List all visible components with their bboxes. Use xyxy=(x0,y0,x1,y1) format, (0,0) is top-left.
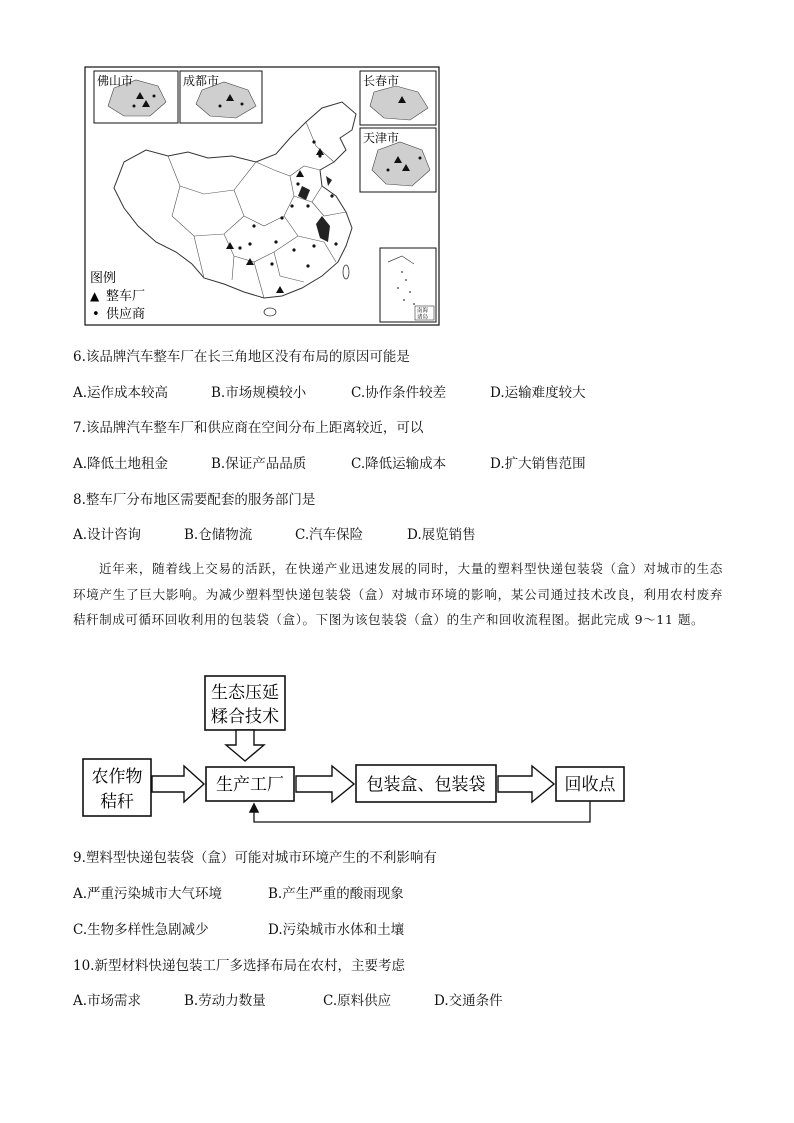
option-10a[interactable]: A.市场需求 xyxy=(73,993,142,1009)
inset-label-foshan: 佛山市 xyxy=(97,74,134,88)
option-9c[interactable]: C.生物多样性急剧减少 xyxy=(73,922,209,938)
south-sea-label-line1: 南海 xyxy=(417,308,429,314)
option-6d[interactable]: D.运输难度较大 xyxy=(490,385,586,401)
option-6b[interactable]: B.市场规模较小 xyxy=(211,385,307,401)
inset-foshan xyxy=(94,71,178,123)
option-9a[interactable]: A.严重污染城市大气环境 xyxy=(73,886,223,902)
arrow-input-to-factory xyxy=(152,766,204,802)
option-9d[interactable]: D.污染城市水体和土壤 xyxy=(268,922,405,938)
inset-label-tianjin: 天津市 xyxy=(363,131,400,145)
option-10c[interactable]: C.原料供应 xyxy=(323,993,392,1009)
south-sea-inset xyxy=(380,248,436,322)
option-6c[interactable]: C.协作条件较差 xyxy=(351,385,447,401)
arrow-product-to-recycle xyxy=(498,766,554,802)
product-label: 包装盒、包装袋 xyxy=(366,775,486,795)
factory-label: 生产工厂 xyxy=(216,775,284,795)
option-10b[interactable]: B.劳动力数量 xyxy=(184,993,266,1009)
question-7: 7.该品牌汽车整车厂和供应商在空间分布上距离较近，可以 xyxy=(73,420,424,436)
option-7b[interactable]: B.保证产品品质 xyxy=(211,456,307,472)
inset-tianjin xyxy=(360,128,436,192)
legend-label-supplier: 供应商 xyxy=(106,307,146,322)
input-box-line1: 农作物 xyxy=(91,767,143,787)
inset-label-changchun: 长春市 xyxy=(363,74,400,88)
recycle-label: 回收点 xyxy=(564,775,616,795)
inset-changchun xyxy=(360,71,436,125)
reading-passage: 近年来，随着线上交易的活跃，在快递产业迅速发展的同时，大量的塑料型快递包装袋（盒）对城市的生态环境产生了巨大影响。为减少塑料型快递包装袋（盒）对城市环境的影响，某公司通过技术改良，利用农村废弃秸秆制成可循环回收利用的包装袋（盒）。下图为该包装袋（盒）的生产和回收流程图。据此完成 9～11 题。 xyxy=(73,561,723,627)
tech-box-line1: 生态压延 xyxy=(211,683,279,703)
down-arrow xyxy=(226,730,264,761)
option-9b[interactable]: B.产生严重的酸雨现象 xyxy=(268,886,404,902)
recycle-box xyxy=(556,767,624,801)
question-10: 10.新型材料快递包装工厂多选择布局在农村，主要考虑 xyxy=(73,958,405,974)
option-8b[interactable]: B.仓储物流 xyxy=(184,527,253,543)
question-6: 6.该品牌汽车整车厂在长三角地区没有布局的原因可能是 xyxy=(73,349,410,365)
china-automaker-map xyxy=(84,66,440,326)
option-8d[interactable]: D.展览销售 xyxy=(407,527,476,543)
inset-chengdu xyxy=(180,71,262,123)
arrow-factory-to-product xyxy=(296,766,354,802)
question-9: 9.塑料型快递包装袋（盒）可能对城市环境产生的不利影响有 xyxy=(73,850,437,866)
tech-box xyxy=(205,676,285,730)
option-7a[interactable]: A.降低土地租金 xyxy=(73,456,169,472)
option-8a[interactable]: A.设计咨询 xyxy=(73,527,142,543)
legend-title: 图例 xyxy=(90,271,117,286)
tech-box-line2: 糅合技术 xyxy=(211,707,279,727)
legend-symbol-supplier: • xyxy=(92,307,100,322)
inset-label-chengdu: 成都市 xyxy=(183,74,220,88)
option-6a[interactable]: A.运作成本较高 xyxy=(73,385,169,401)
factory-box xyxy=(206,767,294,801)
product-box xyxy=(356,765,496,802)
question-8: 8.整车厂分布地区需要配套的服务部门是 xyxy=(73,492,316,508)
packaging-flowchart xyxy=(80,672,630,832)
option-10d[interactable]: D.交通条件 xyxy=(434,993,503,1009)
option-7d[interactable]: D.扩大销售范围 xyxy=(490,456,586,472)
south-sea-label-line2: 诸岛 xyxy=(417,314,429,321)
option-7c[interactable]: C.降低运输成本 xyxy=(351,456,447,472)
input-box xyxy=(83,759,151,816)
legend-symbol-factory: ▲ xyxy=(90,289,100,303)
return-loop-arrow xyxy=(254,801,590,822)
input-box-line2: 秸秆 xyxy=(100,792,134,812)
legend-label-factory: 整车厂 xyxy=(106,289,146,304)
option-8c[interactable]: C.汽车保险 xyxy=(295,527,364,543)
